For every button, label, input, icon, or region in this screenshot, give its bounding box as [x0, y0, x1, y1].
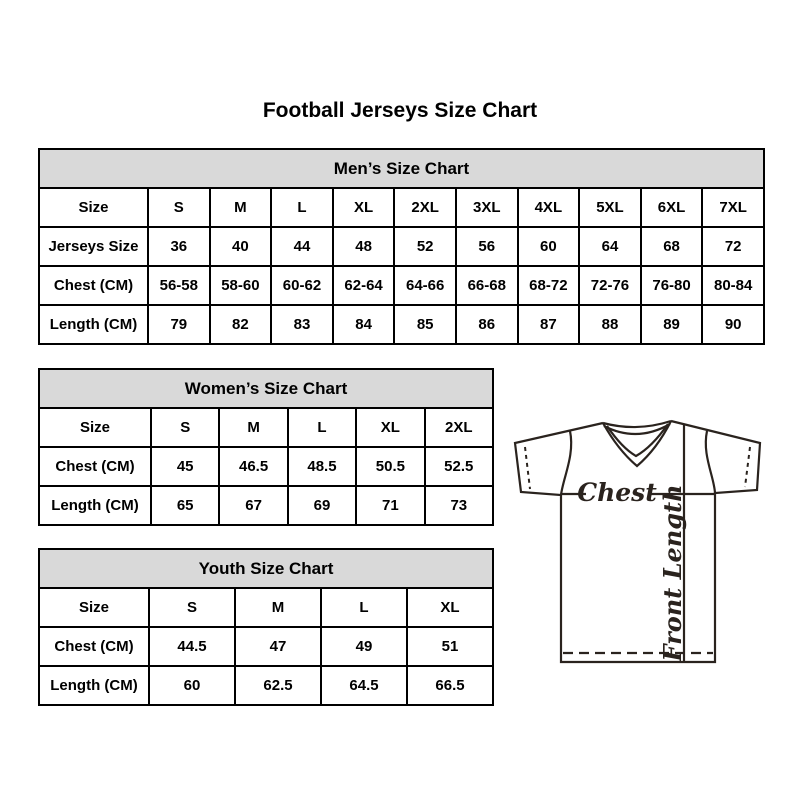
- value-cell: 50.5: [356, 447, 424, 486]
- table-row: [39, 666, 493, 705]
- value-cell: 67: [219, 486, 287, 525]
- value-cell: 56: [456, 227, 518, 266]
- value-cell: 85: [394, 305, 456, 344]
- value-cell: 62.5: [235, 666, 321, 705]
- value-cell: 66-68: [456, 266, 518, 305]
- table-title: Men’s Size Chart: [39, 149, 764, 188]
- youth-size-table-section: [38, 548, 492, 706]
- row-label-cell: Jerseys Size: [39, 227, 148, 266]
- value-cell: 80-84: [702, 266, 764, 305]
- value-cell: 60: [518, 227, 580, 266]
- row-label-cell: Chest (CM): [39, 627, 149, 666]
- value-cell: 52: [394, 227, 456, 266]
- value-cell: 51: [407, 627, 493, 666]
- table-title: Youth Size Chart: [39, 549, 493, 588]
- row-label-cell: Chest (CM): [39, 447, 151, 486]
- value-cell: XL: [356, 408, 424, 447]
- value-cell: 83: [271, 305, 333, 344]
- value-cell: M: [210, 188, 272, 227]
- table-title: Women’s Size Chart: [39, 369, 493, 408]
- womens-size-table: [38, 368, 494, 526]
- table-row: [39, 305, 764, 344]
- table-title-row: [39, 549, 493, 588]
- row-label-cell: Size: [39, 188, 148, 227]
- value-cell: 52.5: [425, 447, 493, 486]
- value-cell: 48.5: [288, 447, 356, 486]
- table-row: [39, 408, 493, 447]
- value-cell: 7XL: [702, 188, 764, 227]
- value-cell: XL: [333, 188, 395, 227]
- row-label-cell: Length (CM): [39, 305, 148, 344]
- jersey-right-cuff-stitch: [745, 447, 750, 487]
- row-label-cell: Chest (CM): [39, 266, 148, 305]
- value-cell: 73: [425, 486, 493, 525]
- value-cell: 86: [456, 305, 518, 344]
- table-row: [39, 447, 493, 486]
- value-cell: 3XL: [456, 188, 518, 227]
- table-row: [39, 588, 493, 627]
- value-cell: M: [219, 408, 287, 447]
- womens-size-table-section: [38, 368, 492, 526]
- table-title-row: [39, 369, 493, 408]
- row-label-cell: Length (CM): [39, 666, 149, 705]
- value-cell: 82: [210, 305, 272, 344]
- value-cell: 76-80: [641, 266, 703, 305]
- value-cell: 60-62: [271, 266, 333, 305]
- value-cell: 44: [271, 227, 333, 266]
- table-row: [39, 188, 764, 227]
- value-cell: 65: [151, 486, 219, 525]
- value-cell: 64: [579, 227, 641, 266]
- value-cell: 71: [356, 486, 424, 525]
- value-cell: 88: [579, 305, 641, 344]
- value-cell: 49: [321, 627, 407, 666]
- value-cell: 46.5: [219, 447, 287, 486]
- value-cell: 64.5: [321, 666, 407, 705]
- value-cell: L: [321, 588, 407, 627]
- front-length-label: Front Length: [658, 484, 687, 662]
- table-row: [39, 227, 764, 266]
- table-row: [39, 627, 493, 666]
- table-title-row: [39, 149, 764, 188]
- value-cell: 69: [288, 486, 356, 525]
- row-label-cell: Size: [39, 408, 151, 447]
- jersey-right-armhole-seam: [706, 431, 715, 493]
- mens-size-table-section: [38, 148, 763, 345]
- value-cell: L: [288, 408, 356, 447]
- value-cell: 60: [149, 666, 235, 705]
- value-cell: 64-66: [394, 266, 456, 305]
- value-cell: S: [149, 588, 235, 627]
- value-cell: 56-58: [148, 266, 210, 305]
- jersey-left-armhole-seam: [561, 431, 571, 495]
- chest-label: Chest: [577, 478, 657, 507]
- value-cell: 5XL: [579, 188, 641, 227]
- mens-size-table: [38, 148, 765, 345]
- value-cell: 44.5: [149, 627, 235, 666]
- value-cell: XL: [407, 588, 493, 627]
- value-cell: 89: [641, 305, 703, 344]
- value-cell: 4XL: [518, 188, 580, 227]
- value-cell: 62-64: [333, 266, 395, 305]
- row-label-cell: Size: [39, 588, 149, 627]
- value-cell: 68: [641, 227, 703, 266]
- value-cell: 40: [210, 227, 272, 266]
- jersey-left-cuff-stitch: [525, 447, 530, 489]
- value-cell: 84: [333, 305, 395, 344]
- value-cell: 48: [333, 227, 395, 266]
- value-cell: 2XL: [394, 188, 456, 227]
- jersey-measurement-diagram: [500, 400, 780, 680]
- value-cell: 87: [518, 305, 580, 344]
- table-row: [39, 266, 764, 305]
- value-cell: 68-72: [518, 266, 580, 305]
- value-cell: L: [271, 188, 333, 227]
- table-row: [39, 486, 493, 525]
- value-cell: 58-60: [210, 266, 272, 305]
- value-cell: 45: [151, 447, 219, 486]
- value-cell: 6XL: [641, 188, 703, 227]
- youth-size-table: [38, 548, 494, 706]
- value-cell: 72: [702, 227, 764, 266]
- value-cell: 90: [702, 305, 764, 344]
- jersey-body-outline: [515, 421, 760, 662]
- row-label-cell: Length (CM): [39, 486, 151, 525]
- value-cell: 2XL: [425, 408, 493, 447]
- value-cell: 66.5: [407, 666, 493, 705]
- value-cell: S: [148, 188, 210, 227]
- value-cell: S: [151, 408, 219, 447]
- page-title: Football Jerseys Size Chart: [262, 99, 538, 122]
- value-cell: 72-76: [579, 266, 641, 305]
- value-cell: 47: [235, 627, 321, 666]
- value-cell: 79: [148, 305, 210, 344]
- value-cell: 36: [148, 227, 210, 266]
- value-cell: M: [235, 588, 321, 627]
- jersey-collar-top-arc: [603, 421, 671, 427]
